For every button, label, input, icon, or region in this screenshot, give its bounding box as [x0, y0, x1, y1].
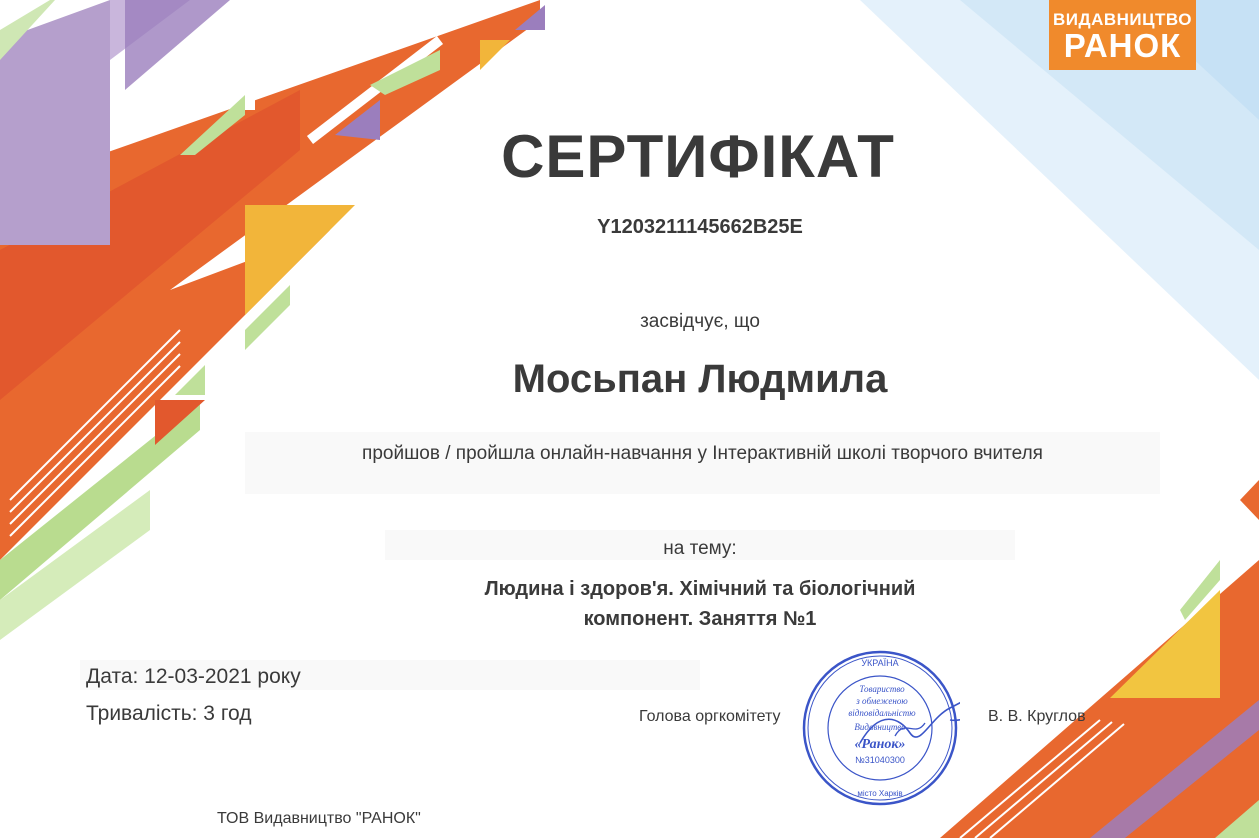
topic-line-2: компонент. Заняття №1 [583, 608, 817, 630]
certificate-title: СЕРТИФІКАТ [501, 123, 895, 190]
stamp-line3: відповідальністю [848, 708, 916, 718]
certificate-code: Y1203211145662B25E [597, 216, 803, 238]
yellow-triangle-left [245, 205, 355, 315]
duration-text: Тривалість: 3 год [86, 702, 252, 725]
publisher-name: ТОВ Видавництво "РАНОК" [217, 810, 421, 827]
logo-line2: РАНОК [1063, 27, 1182, 64]
stamp-outer-text: УКРАЇНА [861, 658, 899, 668]
stamp-line6: №31040300 [855, 755, 905, 765]
date-text: Дата: 12-03-2021 року [86, 665, 301, 688]
stamp-line2: з обмеженою [856, 696, 908, 706]
signer-role: Голова оргкомітету [639, 708, 781, 725]
publisher-logo [1049, 0, 1196, 70]
stamp-line5: «Ранок» [854, 737, 906, 752]
yellow-triangle-small [480, 40, 510, 70]
purple-strip [125, 0, 230, 90]
right-edge-mark [1240, 480, 1259, 520]
stamp-line4: Видавництво [854, 722, 906, 732]
certifies-text: засвідчує, що [640, 311, 760, 332]
stamp-bottom-text: місто Харків [857, 789, 903, 798]
recipient-name: Мосьпан Людмила [512, 357, 888, 401]
official-stamp [800, 648, 960, 808]
topic-label: на тему: [663, 538, 737, 559]
logo-line1: ВИДАВНИЦТВО [1052, 10, 1193, 29]
stamp-line1: Товариство [859, 684, 905, 694]
signer-name: В. В. Круглов [988, 708, 1086, 725]
topic-line-1: Людина і здоров'я. Хімічний та біологічний [484, 578, 916, 600]
completion-text: пройшов / пройшла онлайн-навчання у Інтерактивній школі творчого вчителя [362, 443, 1043, 464]
